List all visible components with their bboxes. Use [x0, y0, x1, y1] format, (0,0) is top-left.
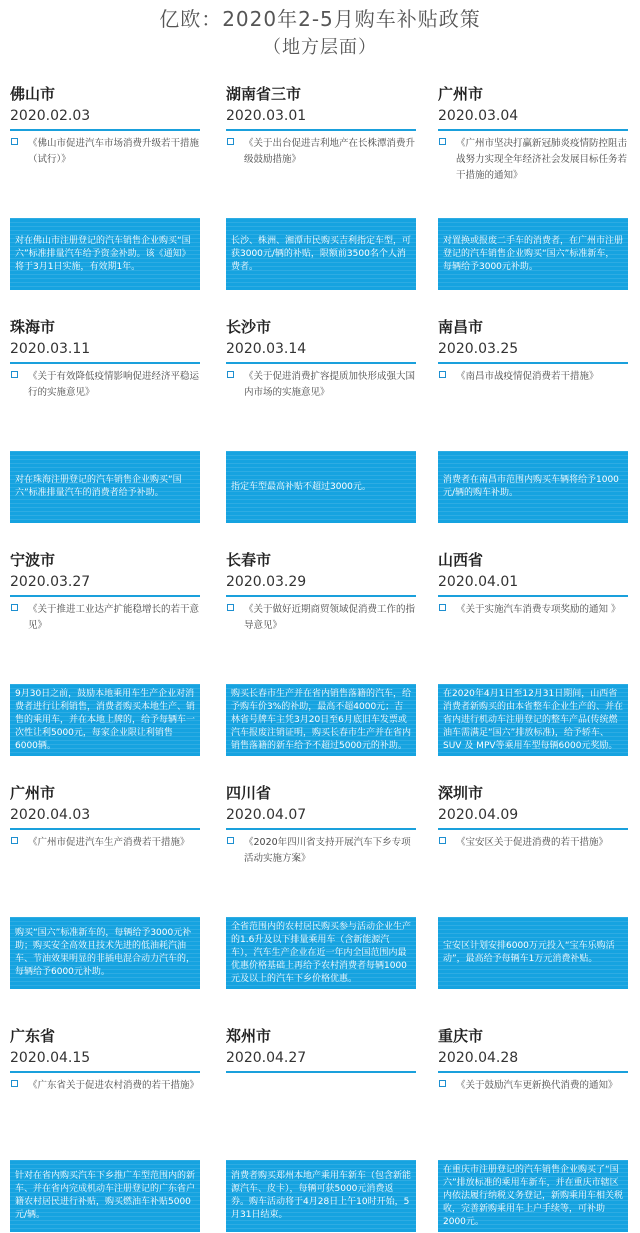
card-divider [226, 595, 416, 597]
card-divider [438, 362, 628, 364]
policy-card [438, 544, 633, 756]
card-description: 在重庆市注册登记的汽车销售企业购买了“国六”排放标准的乘用车新车，并在重庆市辖区内依法履行纳税义务登记，新购乘用车相关税收，完善新购乘用车上户手续等，可补助2000元。 [443, 1164, 624, 1227]
card-policy-title: 《广州市坚决打赢新冠肺炎疫情防控阻击战努力实现全年经济社会发展目标任务若干措施的通知》 [456, 138, 628, 181]
policy-card [438, 1020, 633, 1232]
card-date: 2020.03.29 [226, 574, 307, 590]
card-detail-box [10, 1160, 200, 1232]
card-description: 宝安区计划安排6000万元投入“宝车乐购活动”，最高给予每辆车1万元消费补贴。 [443, 941, 615, 964]
card-date: 2020.04.28 [438, 1050, 519, 1066]
card-city: 南昌市 [438, 318, 484, 336]
card-detail-box [226, 1160, 416, 1232]
card-date: 2020.03.04 [438, 108, 519, 124]
card-detail-box [10, 684, 200, 756]
card-divider [226, 828, 416, 830]
policy-card [438, 311, 633, 523]
card-detail-box [438, 684, 628, 756]
card-divider [10, 1071, 200, 1073]
card-detail-box [10, 451, 200, 523]
card-policy-title: 《关于出台促进吉利地产在长株潭消费升级鼓励措施》 [244, 138, 416, 165]
card-city: 深圳市 [438, 784, 484, 802]
card-detail-box [226, 917, 416, 989]
square-bullet-icon [227, 604, 234, 611]
policy-card [226, 1020, 421, 1232]
card-divider [438, 1071, 628, 1073]
card-description: 9月30日之前，鼓励本地乘用车生产企业对消费者进行让利销售，消费者购买本地生产、销售的乘用车，并在本地上牌的，给予每辆车一次性让利5000元，每家企业限让利销售6000辆。 [15, 688, 196, 751]
card-city: 广州市 [438, 85, 484, 103]
policy-card [10, 544, 205, 756]
card-description: 购买“国六”标准新车的，每辆给予3000元补助；购买安全高效且技术先进的低油耗汽油车、节油效果明显的非插电混合动力汽车的，每辆给予6000元补助。 [15, 928, 196, 977]
policy-card [10, 777, 205, 989]
policy-card [226, 311, 421, 523]
square-bullet-icon [439, 837, 446, 844]
card-detail-box [438, 451, 628, 523]
card-date: 2020.04.01 [438, 574, 519, 590]
card-description: 对在珠海注册登记的汽车销售企业购买“国六”标准排量汽车的消费者给予补助。 [15, 475, 182, 498]
card-date: 2020.04.09 [438, 807, 519, 823]
card-date: 2020.02.03 [10, 108, 91, 124]
policy-card [438, 777, 633, 989]
card-policy-title: 《广东省关于促进农村消费的若干措施》 [28, 1080, 200, 1091]
card-divider [10, 828, 200, 830]
card-description: 针对在省内购买汽车下乡推广车型范围内的新车、并在省内完成机动车注册登记的广东省户籍农村居民进行补贴，购买燃油车补贴5000元/辆。 [15, 1171, 196, 1220]
card-date: 2020.03.25 [438, 341, 519, 357]
card-detail-box [438, 917, 628, 989]
card-city: 宁波市 [10, 551, 56, 569]
card-divider [10, 595, 200, 597]
square-bullet-icon [227, 138, 234, 145]
card-city: 珠海市 [10, 318, 56, 336]
card-divider [438, 828, 628, 830]
card-city: 长沙市 [226, 318, 272, 336]
card-policy-title: 《广州市促进汽车生产消费若干措施》 [28, 837, 190, 848]
card-date: 2020.03.14 [226, 341, 307, 357]
card-city: 湖南省三市 [226, 85, 302, 103]
policy-card [10, 1020, 205, 1232]
card-divider [438, 595, 628, 597]
card-policy-title: 《关于促进消费扩容提质加快形成强大国内市场的实施意见》 [244, 371, 416, 398]
policy-card [226, 544, 421, 756]
card-date: 2020.04.27 [226, 1050, 307, 1066]
card-policy-title: 《关于推进工业达产扩能稳增长的若干意见》 [28, 604, 200, 631]
card-date: 2020.04.03 [10, 807, 91, 823]
card-detail-box [226, 218, 416, 290]
title-block [0, 0, 640, 66]
card-divider [438, 129, 628, 131]
card-policy-title: 《关于鼓励汽车更新换代消费的通知》 [456, 1080, 618, 1091]
square-bullet-icon [439, 1080, 446, 1087]
policy-card [226, 78, 421, 290]
card-description: 指定车型最高补贴不超过3000元。 [231, 481, 371, 492]
card-city: 广东省 [10, 1027, 56, 1045]
card-divider [10, 362, 200, 364]
card-description: 全省范围内的农村居民购买参与活动企业生产的1.6升及以下排量乘用车（含新能源汽车），汽车生产企业在近一年内全国范围内最优惠价格基础上再给予农村消费者每辆1000元及以上的汽车下乡价格优惠。 [231, 921, 412, 984]
square-bullet-icon [11, 371, 18, 378]
square-bullet-icon [11, 138, 18, 145]
card-description: 消费者在南昌市范围内购买车辆将给予1000元/辆的购车补助。 [443, 475, 619, 498]
square-bullet-icon [439, 138, 446, 145]
card-description: 对置换或报废二手车的消费者，在广州市注册登记的汽车销售企业购买“国六”标准新车，每辆给予3000元补助。 [443, 235, 624, 272]
card-policy-title: 《佛山市促进汽车市场消费升级若干措施（试行）》 [28, 138, 200, 165]
card-city: 重庆市 [438, 1027, 484, 1045]
page-title: 亿欧：2020年2-5月购车补贴政策 [159, 7, 481, 31]
square-bullet-icon [11, 1080, 18, 1087]
card-detail-box [226, 684, 416, 756]
card-description: 在2020年4月1日至12月31日期间，山西省消费者新购买的由本省整车企业生产的、并在省内进行机动车注册登记的整车产品(传统燃油车需满足“国六”排放标准)，给予轿车、SUV 及 MPV等乘用车型每辆6000元奖励。 [443, 688, 624, 751]
card-detail-box [438, 218, 628, 290]
card-city: 广州市 [10, 784, 56, 802]
card-detail-box [10, 917, 200, 989]
square-bullet-icon [227, 371, 234, 378]
card-divider [10, 129, 200, 131]
card-detail-box [10, 218, 200, 290]
card-city: 郑州市 [226, 1027, 272, 1045]
card-description: 长沙、株洲、湘潭市民购买吉利指定车型，可获3000元/辆的补贴，限额前3500名个人消费者。 [231, 235, 412, 272]
card-description: 消费者购买郑州本地产乘用车新车（包含新能源汽车、皮卡），每辆可获5000元消费返券。购车活动将于4月28日上午10时开始，5月31日结束。 [231, 1171, 412, 1220]
card-date: 2020.03.01 [226, 108, 307, 124]
card-city: 长春市 [226, 551, 272, 569]
card-divider [226, 129, 416, 131]
card-date: 2020.03.11 [10, 341, 91, 357]
card-date: 2020.04.15 [10, 1050, 91, 1066]
card-city: 山西省 [438, 551, 484, 569]
card-date: 2020.03.27 [10, 574, 91, 590]
card-policy-title: 《关于实施汽车消费专项奖励的通知 》 [456, 604, 621, 615]
card-detail-box [226, 451, 416, 523]
card-policy-title: 《2020年四川省支持开展汽车下乡专项活动实施方案》 [244, 837, 411, 864]
square-bullet-icon [11, 604, 18, 611]
card-policy-title: 《南昌市战疫情促消费若干措施》 [456, 371, 599, 382]
card-detail-box [438, 1160, 628, 1232]
square-bullet-icon [439, 371, 446, 378]
square-bullet-icon [439, 604, 446, 611]
card-description: 对在佛山市注册登记的汽车销售企业购买“国六”标准排量汽车给予资金补助。该《通知》将于3月1日实施，有效期1年。 [15, 235, 191, 272]
card-city: 佛山市 [10, 85, 56, 103]
square-bullet-icon [227, 837, 234, 844]
card-divider [226, 1071, 416, 1073]
page-subtitle: （地方层面） [263, 37, 377, 58]
policy-card [10, 78, 205, 290]
card-divider [226, 362, 416, 364]
square-bullet-icon [11, 837, 18, 844]
card-policy-title: 《宝安区关于促进消费的若干措施》 [456, 837, 609, 848]
policy-card [438, 78, 633, 290]
policy-card [226, 777, 421, 989]
card-policy-title: 《关于做好近期商贸领域促消费工作的指导意见》 [244, 604, 416, 631]
card-date: 2020.04.07 [226, 807, 307, 823]
card-description: 购买长春市生产并在省内销售落籍的汽车，给予购车价3%的补助，最高不超4000元；吉林省号牌车主凭3月20日至6月底旧车发票或汽车报废注销证明，购买长春市生产并在省内销售落籍的新车给予不超过5000元的补助。 [231, 688, 412, 751]
card-policy-title: 《关于有效降低疫情影响促进经济平稳运行的实施意见》 [28, 371, 200, 398]
card-city: 四川省 [226, 784, 272, 802]
policy-card [10, 311, 205, 523]
